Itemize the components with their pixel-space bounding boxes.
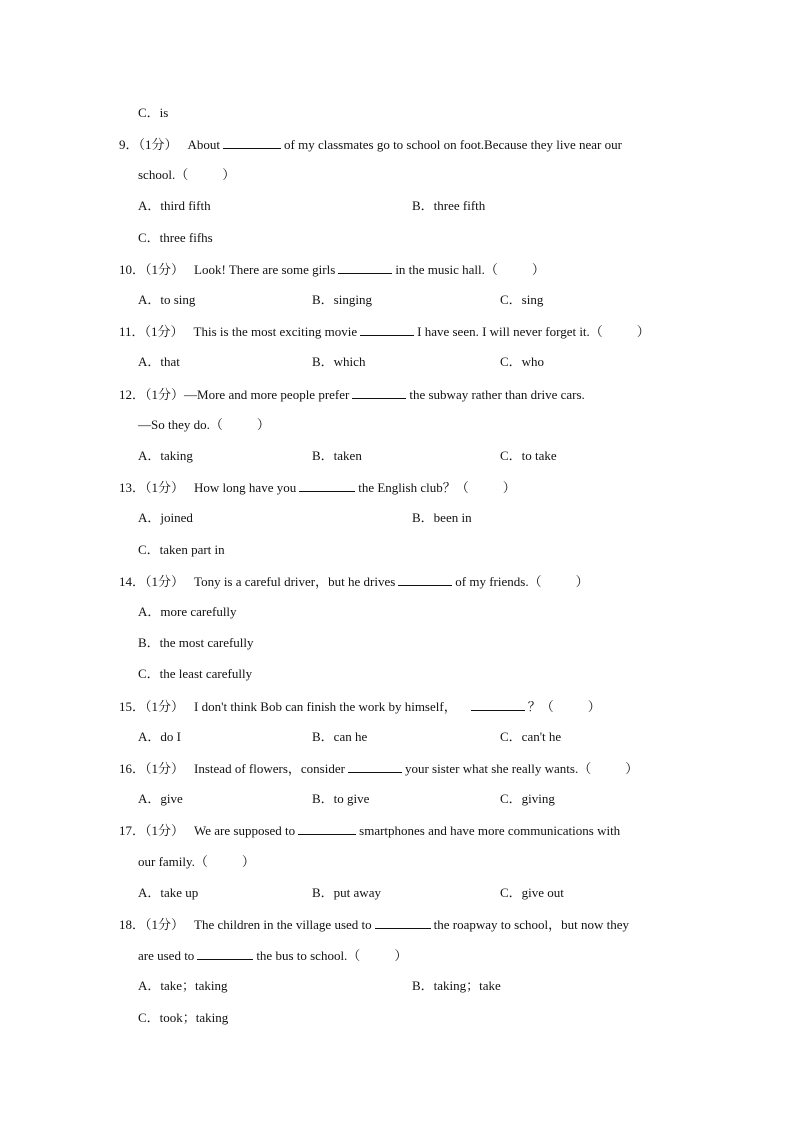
stem-text: About	[187, 137, 221, 152]
option-label: C．	[138, 105, 160, 120]
option-text: to give	[333, 791, 370, 806]
question-score: （1分）	[145, 699, 185, 714]
option-text: the most carefully	[159, 635, 254, 650]
option-b-q15[interactable]	[312, 729, 367, 745]
option-label: B．	[138, 635, 160, 650]
option-label: A．	[138, 729, 161, 744]
stem-text: the bus to school.（	[256, 948, 361, 963]
stem-text: of my classmates go to school on foot.Because they live near our	[284, 137, 622, 152]
option-label: A．	[138, 978, 161, 993]
option-text: sing	[521, 292, 544, 307]
option-label: A．	[138, 354, 161, 369]
question-score: （1分）	[145, 574, 185, 589]
option-text: which	[333, 354, 366, 369]
question-score: （1分）	[145, 262, 185, 277]
question-12-stem-line2	[138, 417, 270, 433]
option-text: is	[159, 105, 169, 120]
stem-text: ）	[394, 948, 408, 963]
stem-text: in the music hall.（	[395, 262, 498, 277]
stem-text: ）	[575, 574, 589, 589]
option-label: C．	[138, 666, 160, 681]
option-text: take up	[160, 885, 199, 900]
option-a-q10[interactable]	[138, 292, 195, 308]
option-label: C．	[138, 230, 160, 245]
stem-text: The children in the village used to	[194, 917, 372, 932]
option-a-q12[interactable]	[138, 448, 193, 464]
option-label: B．	[312, 292, 334, 307]
option-a-q11[interactable]	[138, 354, 180, 370]
option-label: C．	[500, 292, 522, 307]
option-text: took；taking	[159, 1010, 229, 1025]
option-c-q9[interactable]	[138, 230, 213, 246]
option-b-q18[interactable]	[412, 978, 501, 994]
stem-text: ）	[636, 324, 650, 339]
question-18-stem-line2	[138, 947, 407, 964]
option-text: give	[160, 791, 183, 806]
option-text: who	[521, 354, 545, 369]
option-label: A．	[138, 510, 161, 525]
question-number: 13．	[119, 480, 146, 495]
option-text: three fifth	[433, 198, 486, 213]
option-label: C．	[500, 791, 522, 806]
option-a-q13[interactable]	[138, 510, 193, 526]
stem-text: ）	[587, 699, 601, 714]
stem-text: ）	[502, 480, 516, 495]
answer-blank	[299, 479, 355, 492]
option-a-q9[interactable]	[138, 198, 211, 214]
question-score: （1分）	[145, 761, 185, 776]
option-label: B．	[312, 885, 334, 900]
option-c-q12[interactable]	[500, 448, 557, 464]
question-number: 14．	[119, 574, 146, 589]
answer-blank	[298, 822, 356, 835]
stem-text: ？（	[527, 699, 554, 714]
option-text: three fifhs	[159, 230, 213, 245]
option-text: singing	[333, 292, 372, 307]
option-label: C．	[500, 448, 522, 463]
option-label: A．	[138, 791, 161, 806]
option-label: C．	[500, 885, 522, 900]
option-label: B．	[412, 198, 434, 213]
question-9-stem-line2	[138, 167, 235, 183]
stem-text: I have seen. I will never forget it.（	[417, 324, 603, 339]
question-18-stem	[119, 916, 629, 933]
option-text: take；taking	[160, 978, 228, 993]
answer-blank	[338, 261, 392, 274]
stem-text: your sister what she really wants.（	[404, 761, 592, 776]
option-text: taken part in	[159, 542, 225, 557]
option-text: to sing	[160, 292, 196, 307]
answer-blank	[352, 386, 406, 399]
stem-text: ）	[625, 761, 639, 776]
option-text: do I	[160, 729, 181, 744]
option-text: third fifth	[160, 198, 211, 213]
option-label: B．	[312, 791, 334, 806]
option-text: taking；take	[433, 978, 501, 993]
option-b-q9[interactable]	[412, 198, 485, 214]
question-score: （1分）	[138, 137, 178, 152]
answer-blank	[398, 573, 452, 586]
answer-blank	[375, 916, 431, 929]
stem-text: —So they do.（	[138, 417, 223, 432]
question-number: 17．	[119, 823, 146, 838]
option-c-q11[interactable]	[500, 354, 544, 370]
stem-text: ）	[222, 167, 236, 182]
option-label: C．	[138, 542, 160, 557]
question-17-stem-line2	[138, 854, 255, 870]
option-a-q17[interactable]	[138, 885, 198, 901]
option-text: been in	[433, 510, 472, 525]
option-label: B．	[312, 354, 334, 369]
option-text: can he	[333, 729, 368, 744]
option-b-q14[interactable]	[138, 635, 254, 651]
question-15-stem	[119, 698, 601, 715]
question-score: （1分）	[145, 387, 185, 402]
stem-text: school.（	[138, 167, 189, 182]
stem-text: the English club？（	[358, 480, 469, 495]
option-b-q12[interactable]	[312, 448, 362, 464]
question-score: （1分）	[145, 823, 185, 838]
option-label: A．	[138, 885, 161, 900]
stem-text: —More and more people prefer	[184, 387, 350, 402]
option-text: taken	[333, 448, 362, 463]
option-label: C．	[138, 1010, 160, 1025]
option-text: joined	[160, 510, 193, 525]
option-b-q11[interactable]	[312, 354, 365, 370]
stem-text: This is the most exciting movie	[193, 324, 358, 339]
question-14-stem	[119, 573, 589, 590]
stem-text: Instead of flowers，consider	[194, 761, 345, 776]
option-c-q10[interactable]	[500, 292, 543, 308]
option-c-q15[interactable]	[500, 729, 561, 745]
option-text: that	[160, 354, 180, 369]
answer-blank	[471, 698, 525, 711]
answer-blank	[197, 947, 253, 960]
option-c-q8[interactable]	[138, 105, 168, 121]
answer-blank	[348, 760, 402, 773]
option-text: put away	[333, 885, 381, 900]
question-number: 18．	[119, 917, 146, 932]
option-label: B．	[412, 510, 434, 525]
question-number: 15．	[119, 699, 146, 714]
stem-text: ）	[241, 854, 255, 869]
question-number: 9．	[119, 137, 139, 152]
question-10-stem	[119, 261, 545, 278]
question-12-stem	[119, 386, 585, 403]
option-label: C．	[500, 354, 522, 369]
stem-text: the roapway to school，but now they	[433, 917, 629, 932]
option-text: taking	[160, 448, 193, 463]
option-c-q13[interactable]	[138, 542, 225, 558]
option-c-q17[interactable]	[500, 885, 564, 901]
option-text: give out	[521, 885, 564, 900]
question-number: 10．	[119, 262, 146, 277]
option-text: to take	[521, 448, 557, 463]
option-c-q14[interactable]	[138, 666, 252, 682]
answer-blank	[360, 323, 414, 336]
option-label: B．	[312, 448, 334, 463]
option-a-q15[interactable]	[138, 729, 181, 745]
question-17-stem	[119, 822, 620, 839]
option-text: the least carefully	[159, 666, 253, 681]
stem-text: the subway rather than drive cars.	[409, 387, 585, 402]
question-number: 16．	[119, 761, 146, 776]
option-label: C．	[500, 729, 522, 744]
stem-text: ）	[531, 262, 545, 277]
option-label: A．	[138, 604, 161, 619]
option-b-q10[interactable]	[312, 292, 372, 308]
option-label: A．	[138, 448, 161, 463]
question-score: （1分）	[145, 480, 185, 495]
option-a-q18[interactable]	[138, 978, 228, 994]
option-text: giving	[521, 791, 555, 806]
option-text: more carefully	[160, 604, 237, 619]
question-number: 11．	[119, 324, 145, 339]
option-c-q16[interactable]	[500, 791, 555, 807]
question-score: （1分）	[145, 917, 185, 932]
question-score: （1分）	[144, 324, 184, 339]
option-label: B．	[312, 729, 334, 744]
stem-text: ）	[256, 417, 270, 432]
stem-text: of my friends.（	[455, 574, 542, 589]
option-label: A．	[138, 198, 161, 213]
question-number: 12．	[119, 387, 146, 402]
option-b-q16[interactable]	[312, 791, 369, 807]
question-9-stem	[119, 136, 622, 153]
answer-blank	[223, 136, 281, 149]
stem-text: smartphones and have more communications with	[359, 823, 621, 838]
option-b-q17[interactable]	[312, 885, 381, 901]
option-a-q16[interactable]	[138, 791, 183, 807]
stem-text: Tony is a careful driver，but he drives	[194, 574, 396, 589]
question-13-stem	[119, 479, 516, 496]
option-label: A．	[138, 292, 161, 307]
option-label: B．	[412, 978, 434, 993]
stem-text: I don't think Bob can finish the work by himself，	[194, 699, 457, 714]
stem-text: are used to	[138, 948, 195, 963]
option-c-q18[interactable]	[138, 1010, 228, 1026]
option-b-q13[interactable]	[412, 510, 472, 526]
stem-text: our family.（	[138, 854, 208, 869]
stem-text: How long have you	[194, 480, 297, 495]
stem-text: We are supposed to	[194, 823, 296, 838]
question-16-stem	[119, 760, 638, 777]
option-text: can't he	[521, 729, 562, 744]
option-a-q14[interactable]	[138, 604, 237, 620]
question-11-stem	[119, 323, 650, 340]
stem-text: Look! There are some girls	[194, 262, 336, 277]
